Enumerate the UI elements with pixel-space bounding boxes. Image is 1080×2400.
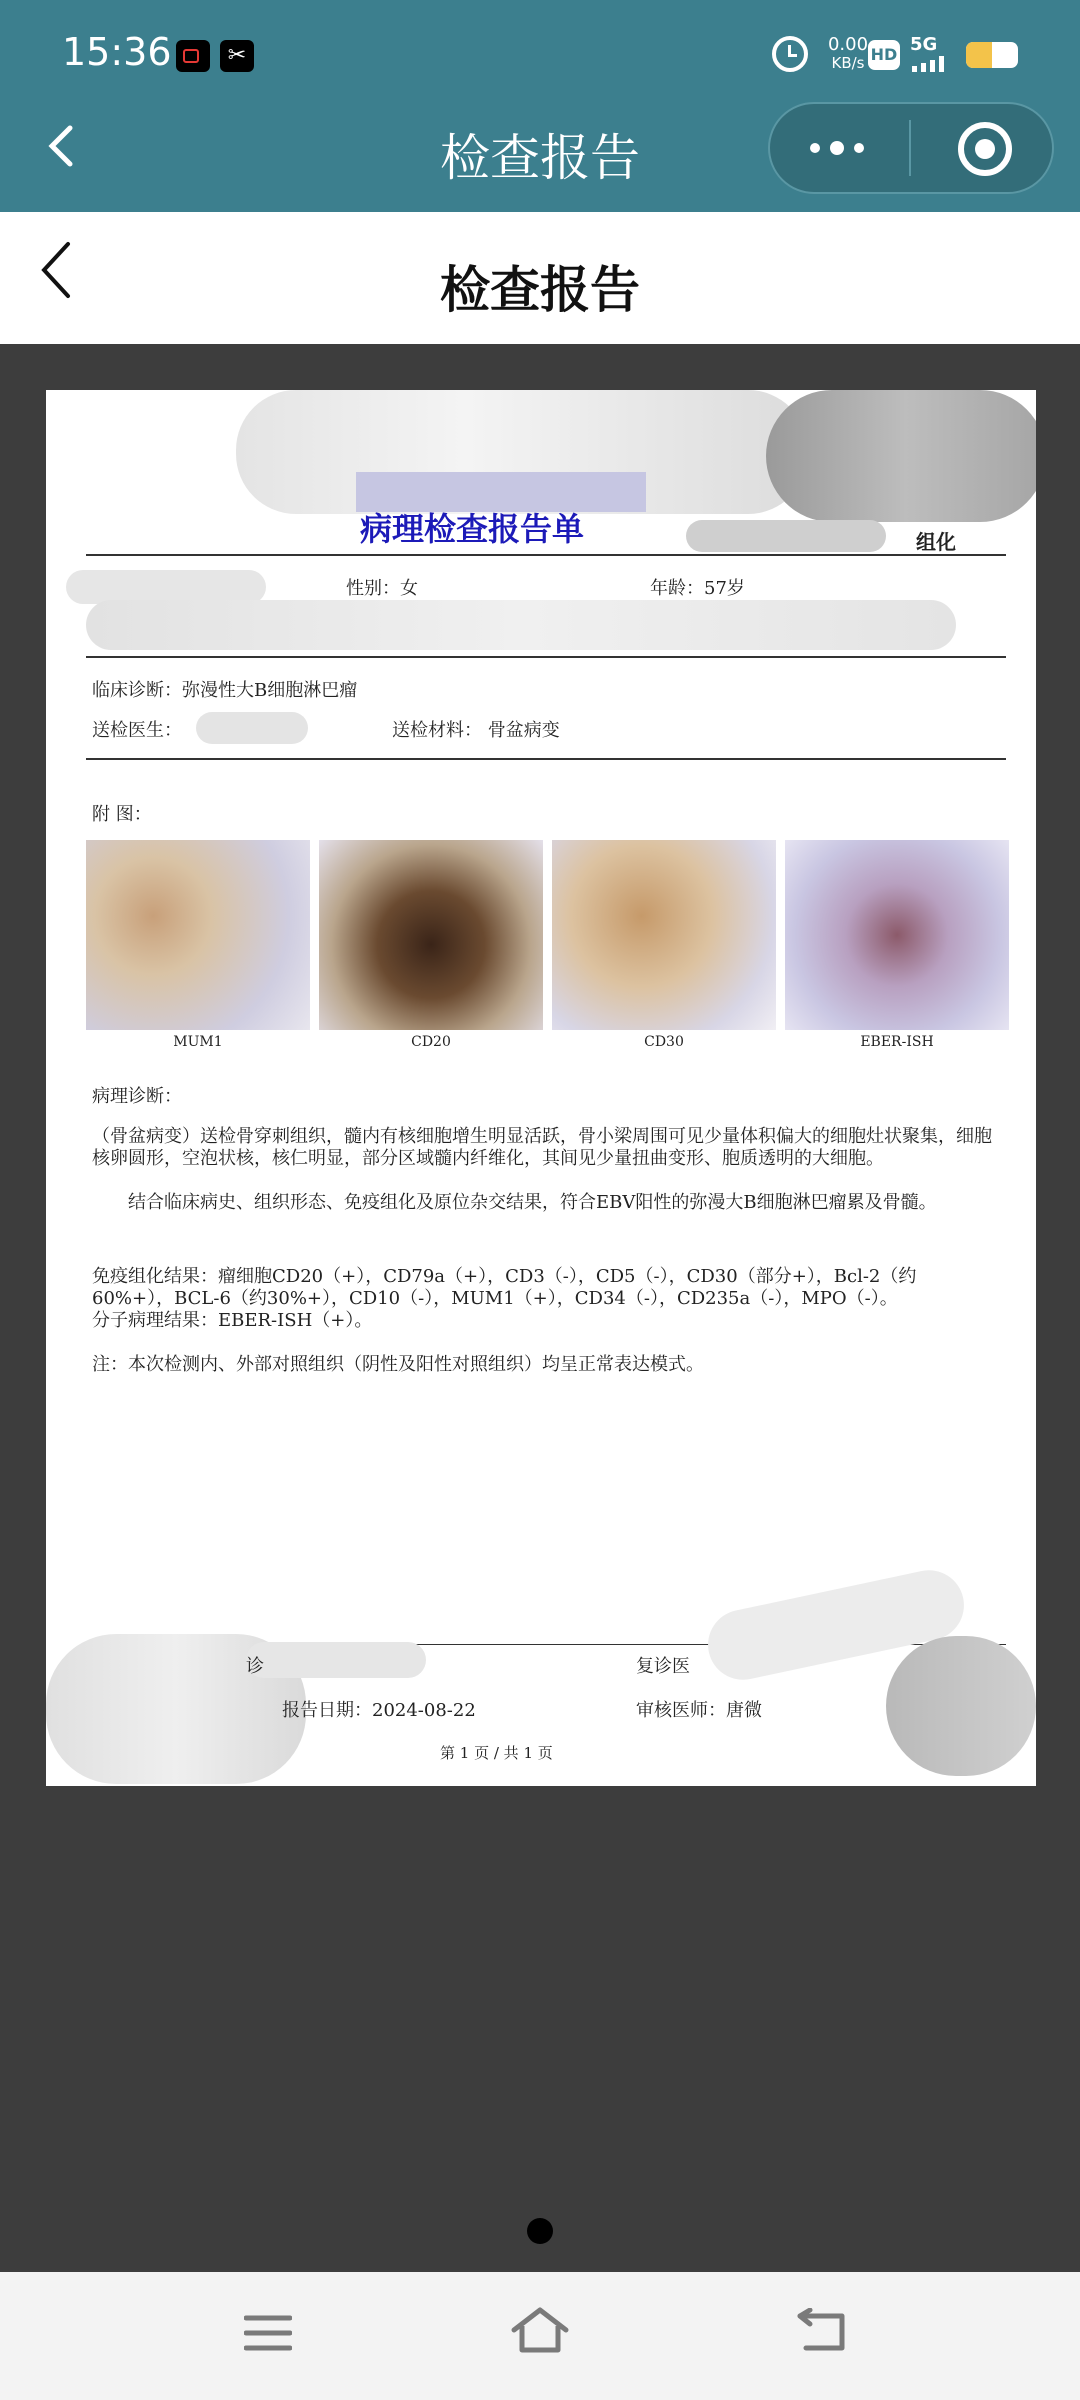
divider bbox=[86, 554, 1006, 556]
home-button[interactable] bbox=[510, 2306, 570, 2354]
histology-image-eber[interactable] bbox=[785, 840, 1009, 1030]
image-caption: EBER-ISH bbox=[860, 1034, 934, 1050]
histology-image-cd30[interactable] bbox=[552, 840, 776, 1030]
divider bbox=[86, 758, 1006, 760]
return-icon bbox=[796, 2308, 848, 2354]
figures-label: 附 图： bbox=[92, 804, 152, 825]
capcut-icon: ✂ bbox=[220, 40, 254, 72]
redaction-mark bbox=[196, 712, 308, 744]
diagnosis-label: 病理诊断： bbox=[92, 1086, 182, 1107]
footer-diagnosing: 诊 bbox=[246, 1656, 264, 1677]
target-icon bbox=[975, 139, 995, 159]
app-title: 检查报告 bbox=[440, 129, 640, 187]
pager-dot bbox=[527, 2218, 553, 2244]
image-caption: CD30 bbox=[644, 1034, 684, 1050]
histology-image-cd20[interactable] bbox=[319, 840, 543, 1030]
reviewer: 审核医师：唐微 bbox=[636, 1700, 762, 1721]
redaction-mark bbox=[886, 1636, 1036, 1776]
report-date: 报告日期：2024-08-22 bbox=[282, 1700, 476, 1721]
screen-record-icon bbox=[176, 40, 210, 72]
network-type: 5G bbox=[910, 34, 938, 55]
divider bbox=[86, 656, 1006, 658]
more-dot-icon bbox=[810, 143, 820, 153]
recent-apps-button[interactable] bbox=[244, 2314, 292, 2352]
more-menu-button[interactable] bbox=[808, 132, 872, 164]
report-note: 注：本次检测内、外部对照组织（阴性及阳性对照组织）均呈正常表达模式。 bbox=[92, 1354, 704, 1375]
more-dot-icon bbox=[854, 143, 864, 153]
page-title: 检查报告 bbox=[440, 261, 640, 319]
molecular-results: 分子病理结果：EBER-ISH（+）。 bbox=[92, 1310, 373, 1331]
alarm-icon bbox=[772, 36, 808, 72]
menu-icon bbox=[244, 2314, 292, 2352]
histology-image-mum1[interactable] bbox=[86, 840, 310, 1030]
clinical-diagnosis: 临床诊断：弥漫性大B细胞淋巴瘤 bbox=[92, 680, 358, 701]
patient-age: 年龄：57岁 bbox=[650, 578, 745, 599]
signal-icon bbox=[912, 56, 960, 72]
report-category: 组化 bbox=[916, 530, 956, 554]
more-dot-icon bbox=[830, 141, 844, 155]
report-image[interactable] bbox=[46, 390, 1036, 1786]
redaction-mark bbox=[246, 1642, 426, 1678]
ihc-results-cont: 60%+），BCL-6（约30%+），CD10（-），MUM1（+），CD34（-），CD235a（-），MPO（-）。 bbox=[92, 1288, 898, 1309]
image-caption: MUM1 bbox=[173, 1034, 223, 1050]
report-title: 病理检查报告单 bbox=[360, 510, 585, 548]
redaction-mark bbox=[766, 390, 1036, 522]
diagnosis-text: （骨盆病变）送检骨穿刺组织，髓内有核细胞增生明显活跃，骨小梁周围可见少量体积偏大的细胞灶状聚集，细胞核卵圆形，空泡状核，核仁明显，部分区域髓内纤维化，其间见少量扭曲变形、胞质透明的大细胞。 bbox=[92, 1126, 992, 1169]
hd-icon: HD bbox=[868, 40, 900, 70]
status-time: 15:36 bbox=[62, 30, 172, 74]
ihc-results: 免疫组化结果：瘤细胞CD20（+），CD79a（+），CD3（-），CD5（-），CD30（部分+），Bcl-2（约 bbox=[92, 1266, 917, 1287]
patient-gender: 性别：女 bbox=[346, 578, 418, 599]
image-caption: CD20 bbox=[411, 1034, 451, 1050]
close-mini-program-button[interactable] bbox=[958, 122, 1012, 176]
diagnosis-conclusion: 结合临床病史、组织形态、免疫组化及原位杂交结果，符合EBV阳性的弥漫大B细胞淋巴瘤累及骨髓。 bbox=[128, 1192, 937, 1213]
page-indicator: 第 1 页 / 共 1 页 bbox=[440, 1744, 553, 1762]
capsule-divider bbox=[909, 120, 911, 176]
footer-review-doctor: 复诊医 bbox=[636, 1656, 690, 1677]
home-icon bbox=[510, 2306, 570, 2354]
submitted-material: 送检材料： 骨盆病变 bbox=[392, 720, 560, 741]
submitting-doctor: 送检医生： bbox=[92, 720, 182, 741]
net-speed-unit: KB/s bbox=[831, 54, 865, 72]
back-nav-button[interactable] bbox=[796, 2308, 848, 2354]
redaction-mark bbox=[66, 570, 266, 604]
redaction-mark bbox=[686, 520, 886, 552]
redaction-mark bbox=[86, 600, 956, 650]
battery-icon bbox=[966, 42, 1018, 68]
net-speed-value: 0.00 bbox=[827, 34, 869, 55]
